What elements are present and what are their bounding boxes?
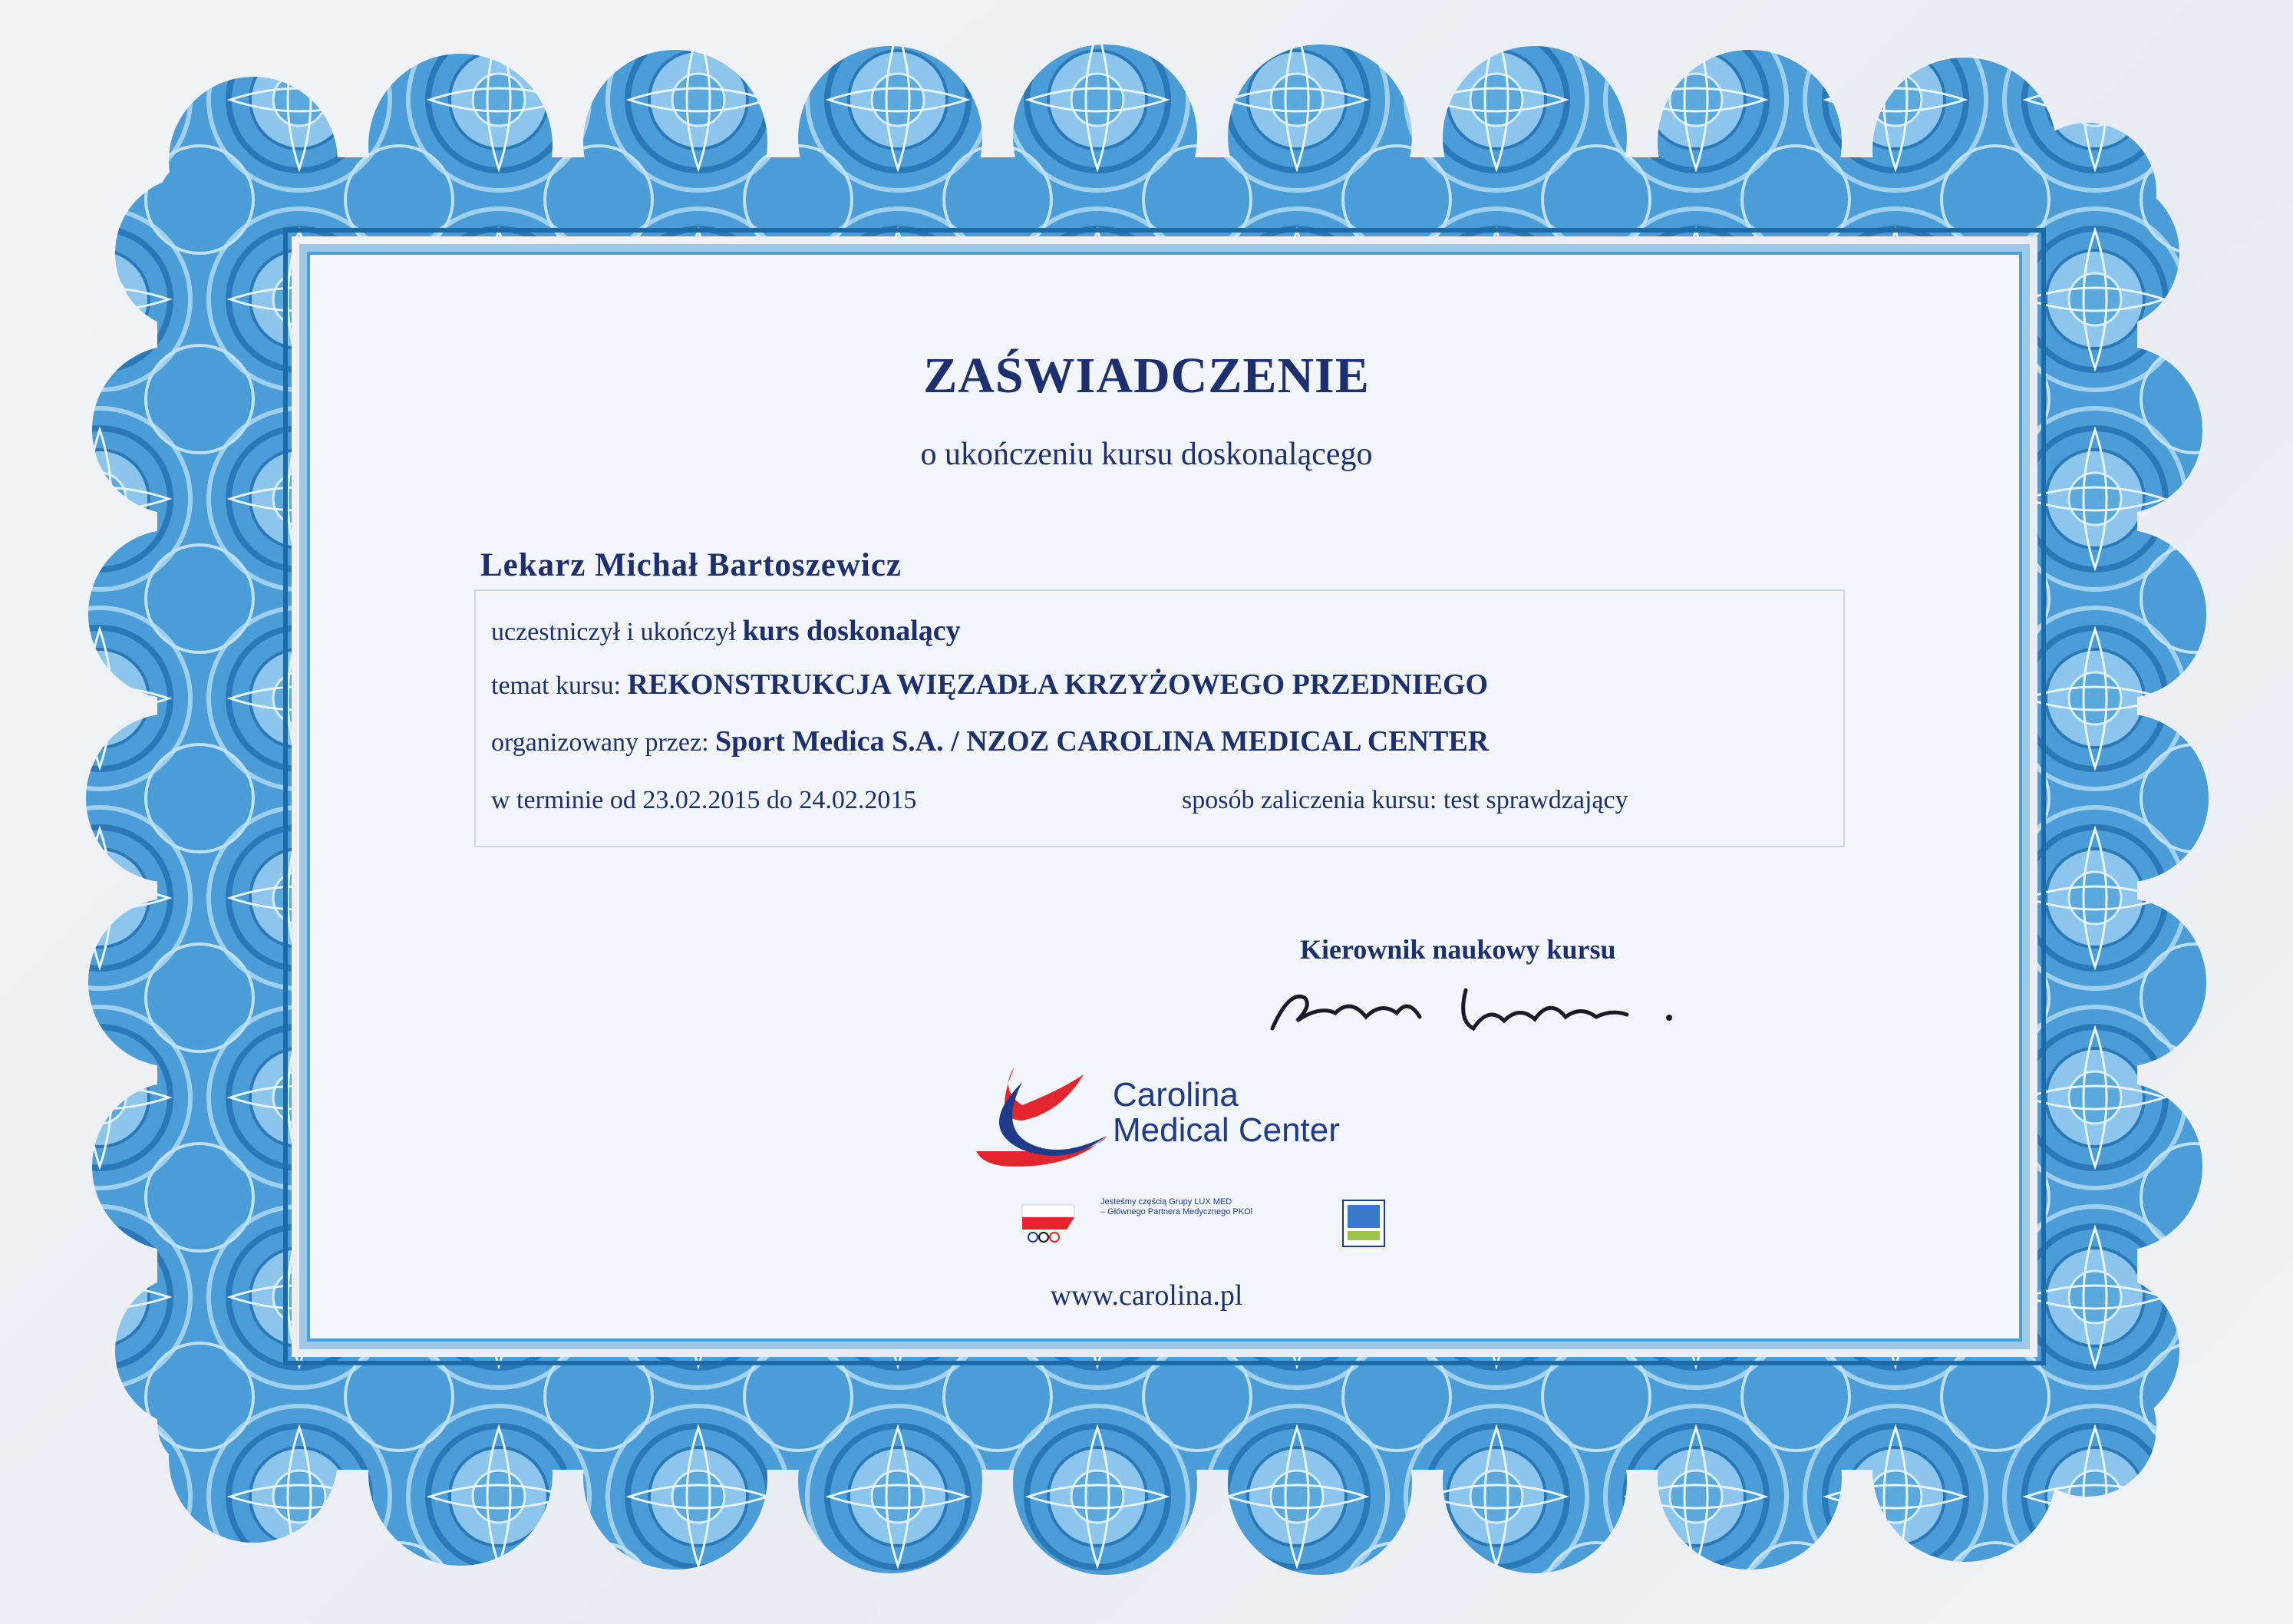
partner-text [1100, 1197, 1252, 1217]
carolina-logo-icon [968, 1059, 1114, 1174]
logo-line-medical-center: Medical Center [1113, 1111, 1340, 1149]
signer-title: Kierownik naukowy kursu [1300, 934, 1616, 965]
course-topic-label: temat kursu: [491, 672, 622, 700]
organizer-line [491, 725, 1489, 758]
organizer-label: organizowany przez: [491, 728, 709, 757]
carolina-logo-text [1113, 1078, 1340, 1148]
participation-line [491, 614, 961, 648]
website-url: www.carolina.pl [1050, 1279, 1243, 1312]
partner-text-line2: – Głównego Partnera Medycznego PKOl [1100, 1207, 1253, 1216]
course-topic-line [491, 668, 1488, 701]
recipient-name: Lekarz Michał Bartoszewicz [480, 547, 902, 583]
organizer: Sport Medica S.A. / NZOZ CAROLINA MEDICAL CENTER [715, 725, 1490, 758]
partner-text-line1: Jesteśmy częścią Grupy LUX MED [1100, 1197, 1232, 1206]
course-topic: REKONSTRUKCJA WIĘZADŁA KRZYŻOWEGO PRZEDNIEGO [627, 668, 1489, 701]
certificate-subtitle: o ukończeniu kursu doskonalącego [920, 437, 1373, 472]
olympic-flag-icon [1022, 1205, 1074, 1242]
assessment-method: sposób zaliczenia kursu: test sprawdzający [1182, 786, 1628, 814]
course-type: kurs doskonalący [742, 615, 961, 647]
certification-badge-icon [1343, 1200, 1384, 1246]
course-term: w terminie od 23.02.2015 do 24.02.2015 [491, 786, 917, 814]
handwritten-signature [1266, 975, 1681, 1044]
certificate-title: ZAŚWIADCZENIE [923, 348, 1370, 404]
logo-line-carolina: Carolina [1113, 1076, 1239, 1114]
participation-label: uczestniczył i ukończył [491, 618, 737, 646]
